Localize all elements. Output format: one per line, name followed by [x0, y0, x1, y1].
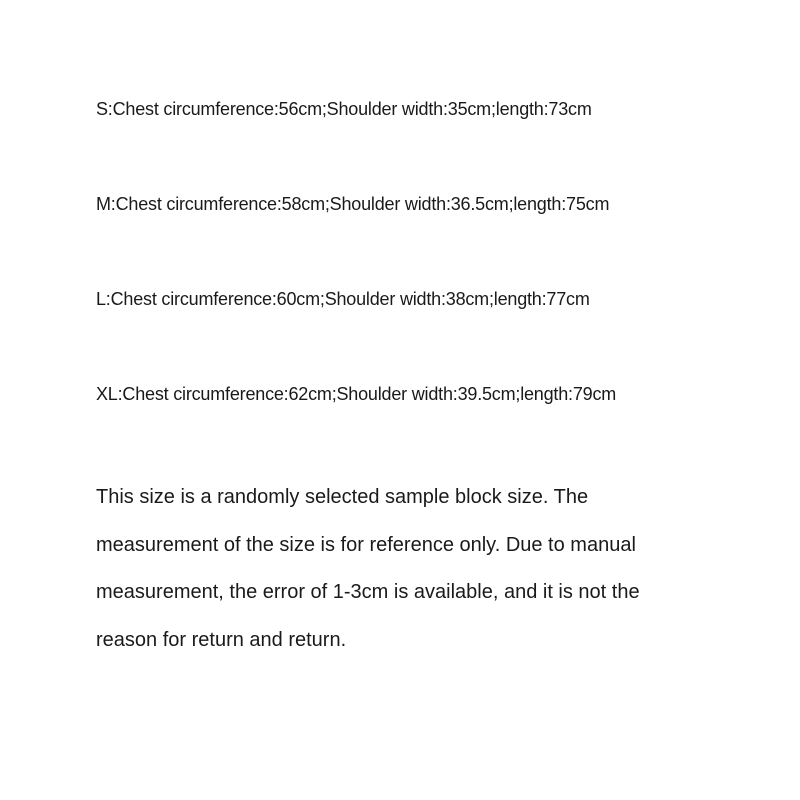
disclaimer-line: measurement, the error of 1-3cm is available, and it is not the	[96, 581, 640, 603]
measurement-disclaimer	[96, 474, 736, 664]
size-l-measurements: L:Chest circumference:60cm;Shoulder width:38cm;length:77cm	[96, 289, 590, 309]
size-m-measurements: M:Chest circumference:58cm;Shoulder width:36.5cm;length:75cm	[96, 194, 610, 214]
disclaimer-line: measurement of the size is for reference only. Due to manual	[96, 533, 636, 556]
disclaimer-line: reason for return and return.	[96, 628, 347, 651]
size-s-measurements: S:Chest circumference:56cm;Shoulder width:35cm;length:73cm	[96, 99, 592, 119]
size-xl-measurements: XL:Chest circumference:62cm;Shoulder width:39.5cm;length:79cm	[96, 384, 617, 404]
disclaimer-line: This size is a randomly selected sample block size. The	[96, 486, 589, 508]
